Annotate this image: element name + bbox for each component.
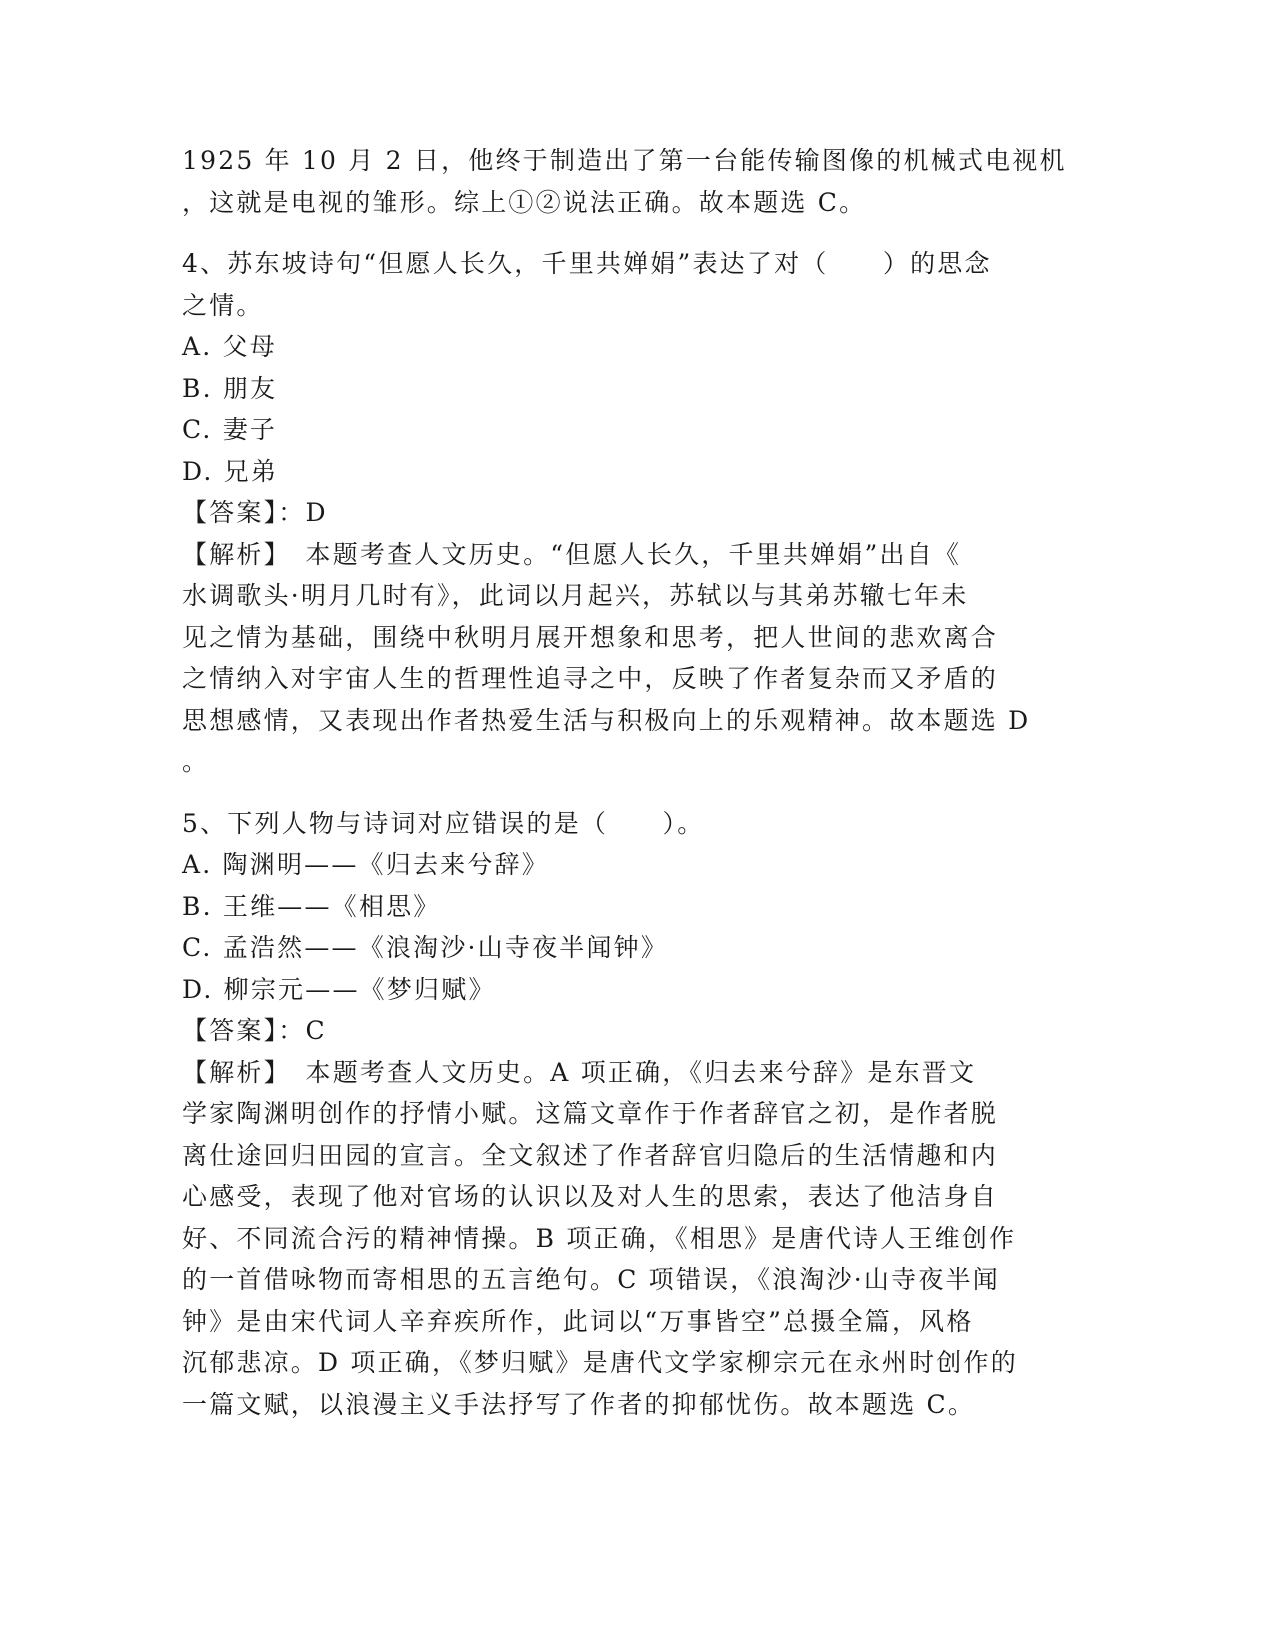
option-a: A. 父母 <box>182 332 277 361</box>
spacer <box>182 783 1082 803</box>
question-stem-line: 之情。 <box>182 290 264 320</box>
text-line: ，这就是电视的雏形。综上①②说法正确。故本题选 C。 <box>182 187 867 217</box>
option-d: D. 兄弟 <box>182 456 279 486</box>
text-line: 1925 年 10 月 2 日，他终于制造出了第一台能传输图像的机械式电视机 <box>182 146 1067 175</box>
analysis-line: 离仕途回归田园的宣言。全文叙述了作者辞官归隐后的生活情趣和内 <box>182 1140 999 1170</box>
answer-line: 【答案】：D <box>182 498 328 527</box>
question-4 <box>182 243 1082 783</box>
option-c: C. 孟浩然——《浪淘沙·山寺夜半闻钟》 <box>182 933 669 962</box>
analysis-line: 的一首借咏物而寄相思的五言绝句。C 项错误，《浪淘沙·山寺夜半闻 <box>182 1265 1000 1294</box>
option-c: C. 妻子 <box>182 415 278 444</box>
analysis-line: 钟》是由宋代词人辛弃疾所作，此词以“万事皆空”总摄全篇，风格 <box>182 1306 974 1336</box>
analysis-line: 思想感情，又表现出作者热爱生活与积极向上的乐观精神。故本题选 D <box>182 705 1031 735</box>
analysis-line: 心感受，表现了他对官场的认识以及对人生的思索，表达了他洁身自 <box>182 1182 999 1211</box>
answer-line: 【答案】：C <box>182 1016 327 1045</box>
option-a: A. 陶渊明——《归去来兮辞》 <box>182 850 549 879</box>
analysis-line: 见之情为基础，围绕中秋明月展开想象和思考，把人世间的悲欢离合 <box>182 622 999 652</box>
intro-paragraph <box>182 140 1082 223</box>
question-stem-line: 5、下列人物与诗词对应错误的是（ ）。 <box>182 808 705 838</box>
analysis-line: 一篇文赋，以浪漫主义手法抒写了作者的抑郁忧伤。故本题选 C。 <box>182 1389 976 1419</box>
document-page <box>182 140 1082 1425</box>
analysis-line: 。 <box>182 747 210 776</box>
question-stem-line: 4、苏东坡诗句“但愿人长久，千里共婵娟”表达了对（ ）的思念 <box>182 249 992 278</box>
analysis-line: 【解析】 本题考查人文历史。A 项正确，《归去来兮辞》是东晋文 <box>182 1057 977 1087</box>
analysis-line: 学家陶渊明创作的抒情小赋。这篇文章作于作者辞官之初，是作者脱 <box>182 1099 999 1128</box>
option-d: D. 柳宗元——《梦归赋》 <box>182 974 496 1004</box>
option-b: B. 朋友 <box>182 373 278 403</box>
option-b: B. 王维——《相思》 <box>182 891 441 921</box>
analysis-line: 之情纳入对宇宙人生的哲理性追寻之中，反映了作者复杂而又矛盾的 <box>182 664 999 693</box>
analysis-line: 【解析】 本题考查人文历史。“但愿人长久，千里共婵娟”出自《 <box>182 539 962 569</box>
analysis-line: 水调歌头·明月几时有》，此词以月起兴，苏轼以与其弟苏辙七年未 <box>182 581 969 610</box>
question-5 <box>182 803 1082 1426</box>
analysis-line: 好、不同流合污的精神情操。B 项正确，《相思》是唐代诗人王维创作 <box>182 1223 1017 1253</box>
spacer <box>182 223 1082 243</box>
analysis-line: 沉郁悲凉。D 项正确，《梦归赋》是唐代文学家柳宗元在永州时创作的 <box>182 1348 1018 1377</box>
